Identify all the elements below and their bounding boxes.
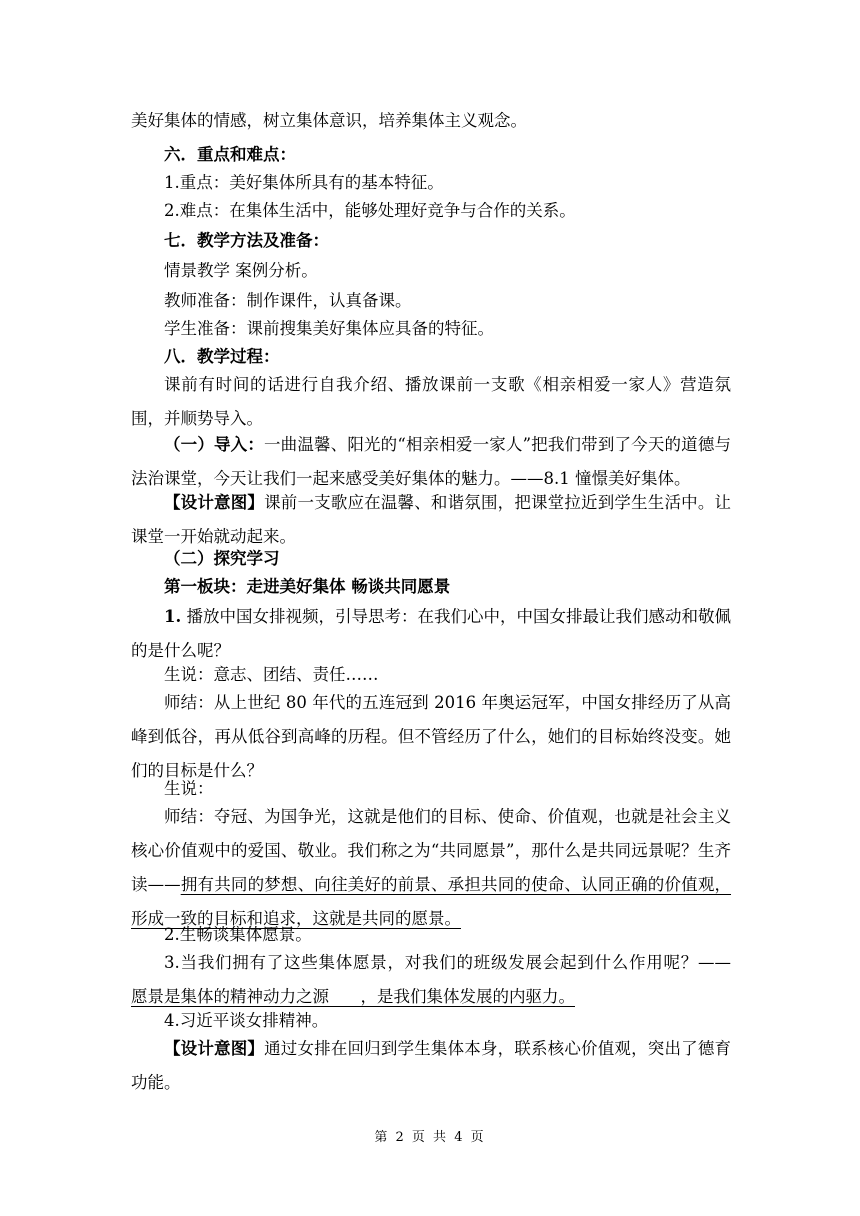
method-2: 教师准备：制作课件，认真备课。 [164,291,412,310]
heading-process: 八．教学过程： [164,347,280,366]
design-intent-2 [131,1032,731,1100]
page-footer: 第 2 页 共 4 页 [374,1130,486,1145]
method-1: 情景教学 案例分析。 [164,261,318,280]
question-1-text: 播放中国女排视频，引导思考：在我们心中，中国女排最让我们感动和敬佩的是什么呢？ [131,607,731,660]
question-1-number: 1. [164,607,182,626]
heading-methods: 七．教学方法及准备： [164,231,329,250]
intro-label: （一）导入： [164,435,264,454]
heading-key-points: 六．重点和难点： [164,145,296,164]
design-intent-2-label: 【设计意图】 [164,1039,265,1058]
design-intent-label: 【设计意图】 [164,493,265,512]
shared-vision-definition: 拥有共同的梦想、向往美好的前景、承担共同的使命、认同正确的价值观，形成一致的目标和追求，这就是共同的愿景。 [131,875,732,928]
pre-class-paragraph: 课前有时间的话进行自我介绍、播放课前一支歌《相亲相爱一家人》营造氛围，并顺势导入。 [131,375,731,428]
student-answer-1: 生说：意志、团结、责任…… [164,665,379,684]
question-3-text: 3.当我们拥有了这些集体愿景，对我们的班级发展会起到什么作用呢？—— [164,953,731,972]
explore-heading: （二）探究学习 [164,549,280,568]
teacher-summary-1: 师结：从上世纪 80 年代的五连冠到 2016 年奥运冠军，中国女排经历了从高峰到低谷，再从低谷到高峰的历程。但不管经历了什么，她们的目标始终没变。她们的目标是什么？ [131,693,731,780]
intro-text: 一曲温馨、阳光的“相亲相爱一家人”把我们带到了今天的道德与法治课堂，今天让我们一起来感受美好集体的魅力。——8.1 憧憬美好集体。 [131,435,732,488]
question-4: 4.习近平谈女排精神。 [164,1011,329,1030]
block-1-heading: 第一板块：走进美好集体 畅谈共同愿景 [164,577,451,596]
design-intent-2-text: 通过女排在回归到学生集体本身，联系核心价值观，突出了德育功能。 [131,1039,732,1092]
key-point-2: 2.难点：在集体生活中，能够处理好竞争与合作的关系。 [164,201,576,220]
method-3: 学生准备：课前搜集美好集体应具备的特征。 [164,319,494,338]
teacher-summary-2 [131,800,731,936]
student-answer-2: 生说： [164,779,214,798]
teacher-summary-2-text: 师结：夺冠、为国争光，这就是他们的目标、使命、价值观，也就是社会主义核心价值观中的爱国、敬业。我们称之为“共同愿景”，那什么是共同远景呢？生齐读—— [131,807,731,894]
question-2: 2.生畅谈集体愿景。 [164,925,312,944]
key-point-1: 1.重点：美好集体所具有的基本特征。 [164,173,444,192]
vision-role-answer: 愿景是集体的精神动力之源 ，是我们集体发展的内驱力。 [131,987,575,1006]
design-intent-text: 课前一支歌应在温馨、和谐氛围，把课堂拉近到学生生活中。让课堂一开始就动起来。 [131,493,732,546]
text-line: 美好集体的情感，树立集体意识，培养集体主义观念。 [131,111,527,130]
